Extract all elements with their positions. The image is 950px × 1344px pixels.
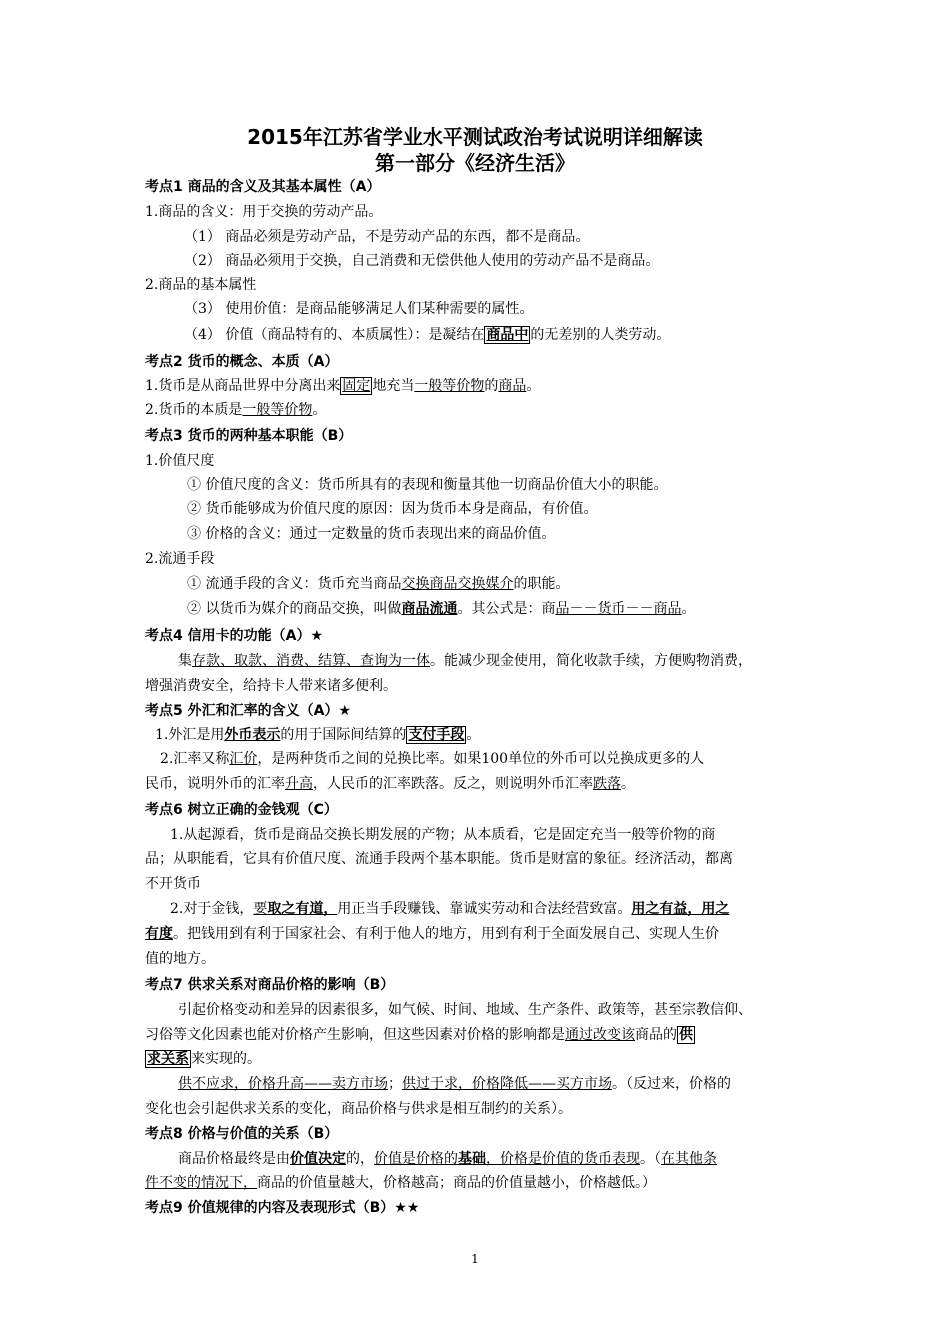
paragraph (155, 726, 480, 744)
paragraph (145, 1174, 656, 1192)
underlined-term: 升高 (285, 776, 313, 792)
text: 商品的价值量越大，价格越高；商品的价值量越小，价格越低。） (257, 1175, 656, 1191)
paragraph: 2.商品的基本属性 (145, 277, 257, 293)
boxed-term: 固定 (342, 378, 371, 394)
section-heading-7: 考点7 供求关系对商品价格的影响（B） (145, 977, 395, 993)
underlined-term: 一般等价物 (242, 402, 313, 418)
paragraph (178, 1150, 717, 1168)
text: 商品的 (635, 1027, 677, 1043)
text: ① 流通手段的含义：货币充当商品 (187, 576, 402, 592)
text: 2.汇率又称 (160, 751, 230, 767)
text: 的， (346, 1151, 374, 1167)
paragraph: ③ 价格的含义：通过一定数量的货币表现出来的商品价值。 (187, 526, 556, 542)
text: 商品价格最终是由 (178, 1151, 290, 1167)
text: 。 (681, 601, 696, 617)
boxed-term: 商品中 (486, 327, 529, 343)
paragraph: 值的地方。 (145, 951, 215, 967)
text: 1.货币是从商品世界中分离出来 (145, 378, 341, 394)
text: （4） 价值（商品特有的、本质属性）：是凝结在 (184, 327, 485, 343)
underlined-term: ，价格是价值的货币表现 (486, 1151, 640, 1167)
boxed-term: 求关系 (147, 1051, 189, 1067)
bold-term: 取之有道， (267, 901, 338, 917)
paragraph (184, 326, 670, 344)
text: 的用于国际间结算的 (280, 727, 407, 743)
text: 的 (484, 378, 499, 394)
text: 1.外汇是用 (155, 727, 225, 743)
bold-term: 基础 (458, 1151, 486, 1167)
paragraph: 不开货币 (145, 876, 201, 892)
text: 用正当手段赚钱、靠诚实劳动和合法经营致富。 (337, 901, 632, 917)
paragraph (145, 377, 540, 395)
boxed-term: 供 (679, 1027, 693, 1043)
section-heading-3: 考点3 货币的两种基本职能（B） (145, 428, 353, 444)
paragraph: （3） 使用价值：是商品能够满足人们某种需要的属性。 (184, 301, 534, 317)
bold-term: 价值决定 (290, 1151, 346, 1167)
text: 。其公式是：商 (457, 601, 556, 617)
paragraph: 引起价格变动和差异的因素很多，如气候、时间、地域、生产条件、政策等，甚至宗教信仰、 (178, 1002, 752, 1018)
section-heading-9: 考点9 价值规律的内容及表现形式（B）★★ (145, 1200, 420, 1216)
underlined-term: 供不应求，价格升高——卖方市场 (178, 1076, 388, 1092)
bold-term: 有度 (145, 926, 173, 942)
text: 。 (312, 402, 327, 418)
bold-term: 外币表示 (224, 727, 281, 743)
paragraph (160, 750, 704, 768)
text: 2.货币的本质是 (145, 402, 243, 418)
underlined-term: 通过改变该 (565, 1027, 635, 1043)
paragraph (145, 1050, 261, 1068)
underlined-term: 交换商品交换媒介 (401, 576, 514, 592)
paragraph (178, 652, 752, 670)
underlined-term: 一般等价物 (414, 378, 485, 394)
text: ② 以货币为媒介的商品交换，叫做 (187, 601, 402, 617)
text: 集 (178, 653, 192, 669)
underlined-term: 件不变的情况下， (145, 1175, 257, 1191)
underlined-term: 要 (253, 901, 268, 917)
paragraph (178, 1075, 731, 1093)
boxed-term: 支付手段 (408, 727, 465, 743)
paragraph (187, 600, 695, 618)
section-heading-6: 考点6 树立正确的金钱观（C） (145, 802, 338, 818)
text: ； (388, 1076, 402, 1092)
text: 地充当 (372, 378, 415, 394)
paragraph (170, 900, 729, 918)
paragraph: （2） 商品必须用于交换，自己消费和无偿供他人使用的劳动产品不是商品。 (184, 253, 660, 269)
text: 习俗等文化因素也能对价格产生影响，但这些因素对价格的影响都是 (145, 1027, 565, 1043)
section-heading-8: 考点8 价格与价值的关系（B） (145, 1126, 339, 1142)
bold-term: 用之有益，用之 (631, 901, 730, 917)
text: 民币，说明外币的汇率 (145, 776, 285, 792)
paragraph: 1.商品的含义：用于交换的劳动产品。 (145, 204, 383, 220)
underlined-term: 供过于求，价格降低——买方市场 (402, 1076, 612, 1092)
underlined-term: 汇价 (229, 751, 258, 767)
text: 。把钱用到有利于国家社会、有利于他人的地方，用到有利于全面发展自己、实现人生价 (173, 926, 719, 942)
paragraph: 变化也会引起供求关系的变化，商品价格与供求是相互制约的关系）。 (145, 1101, 572, 1117)
section-heading-2: 考点2 货币的概念、本质（A） (145, 354, 339, 370)
underlined-term: 品－－货币－－商品 (555, 601, 682, 617)
text: ，人民币的汇率跌落。反之，则说明外币汇率 (313, 776, 593, 792)
document-title: 2015年江苏省学业水平测试政治考试说明详细解读 (247, 125, 703, 149)
paragraph: （1） 商品必须是劳动产品，不是劳动产品的东西，都不是商品。 (184, 229, 590, 245)
paragraph: 增强消费安全，给持卡人带来诸多便利。 (145, 678, 397, 694)
paragraph: ① 价值尺度的含义：货币所具有的表现和衡量其他一切商品价值大小的职能。 (187, 477, 668, 493)
text: 。 (526, 378, 541, 394)
paragraph (145, 775, 635, 793)
paragraph (145, 401, 326, 419)
bold-term: 商品流通 (401, 601, 458, 617)
section-heading-5: 考点5 外汇和汇率的含义（A）★ (145, 703, 352, 719)
underlined-term: 在其他条 (661, 1151, 717, 1167)
text: 2.对于金钱， (170, 901, 254, 917)
paragraph: 2.流通手段 (145, 551, 215, 567)
page-number: 1 (471, 1252, 479, 1266)
paragraph: 1.从起源看，货币是商品交换长期发展的产物；从本质看，它是固定充当一般等价物的商 (170, 827, 716, 843)
text: 来实现的。 (191, 1051, 261, 1067)
text: 。（反过来，价格的 (612, 1076, 731, 1092)
paragraph: 品；从职能看，它具有价值尺度、流通手段两个基本职能。货币是财富的象征。经济活动，都离 (145, 851, 733, 867)
paragraph (145, 925, 719, 943)
underlined-term: 存款、取款、消费、结算、查询为一体 (192, 653, 430, 669)
text: 。 (621, 776, 635, 792)
section-heading-4: 考点4 信用卡的功能（A）★ (145, 628, 324, 644)
paragraph (187, 575, 569, 593)
paragraph: ② 货币能够成为价值尺度的原因：因为货币本身是商品，有价值。 (187, 501, 598, 517)
underlined-term: 商品 (498, 378, 527, 394)
document-subtitle: 第一部分《经济生活》 (375, 151, 575, 175)
paragraph: 1.价值尺度 (145, 453, 215, 469)
text: 。能减少现金使用，简化收款手续，方便购物消费， (430, 653, 752, 669)
underlined-term: 跌落 (593, 776, 621, 792)
text: 。（ (640, 1151, 661, 1167)
section-heading-1: 考点1 商品的含义及其基本属性（A） (145, 179, 381, 195)
underlined-term: 价值是价格的 (374, 1151, 458, 1167)
text: 的无差别的人类劳动。 (530, 327, 671, 343)
text: 的职能。 (513, 576, 570, 592)
text: 。 (466, 727, 481, 743)
paragraph (145, 1026, 695, 1044)
text: ，是两种货币之间的兑换比率。如果100单位的外币可以兑换成更多的人 (257, 751, 705, 767)
